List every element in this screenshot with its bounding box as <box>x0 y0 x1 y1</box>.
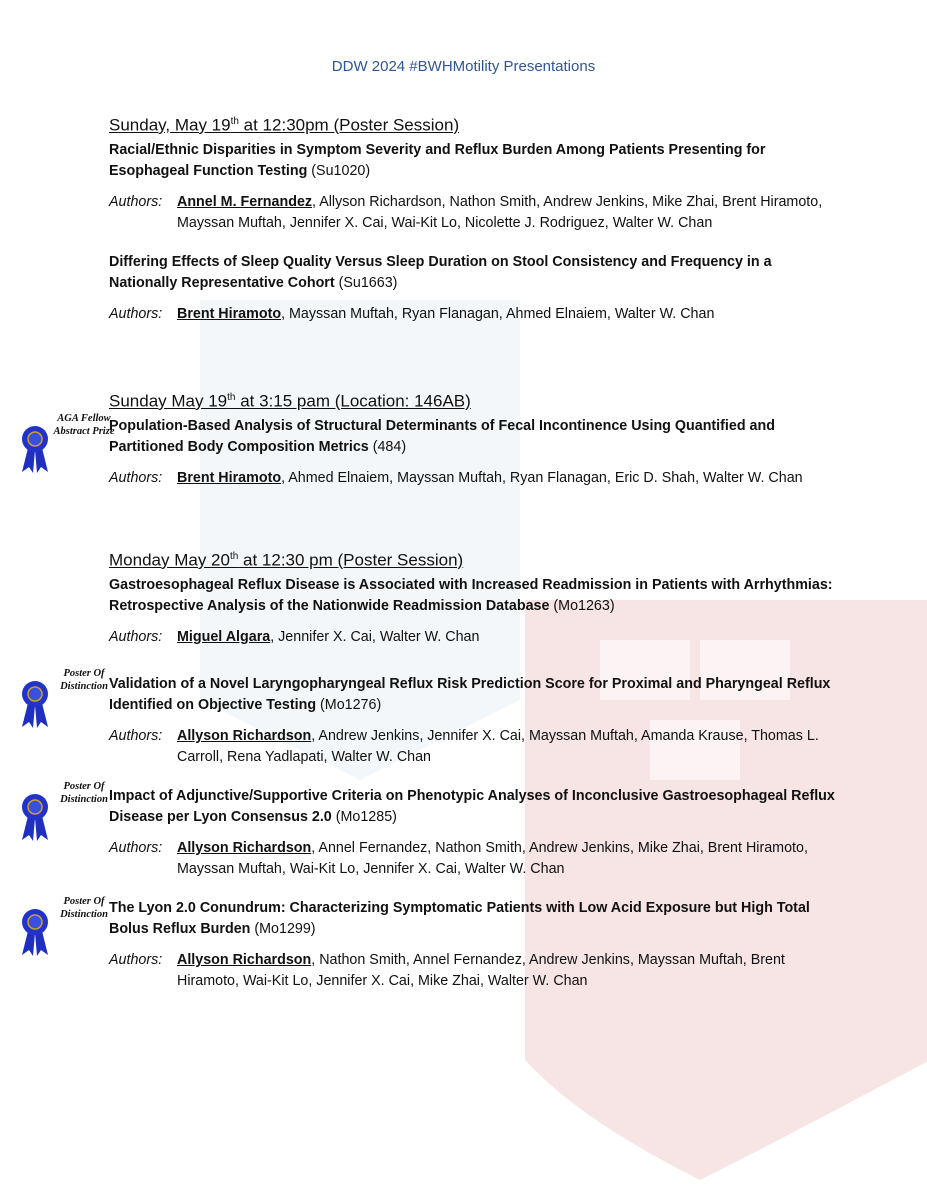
author-list: Authors: Brent Hiramoto, Ahmed Elnaiem, Mayssan Muftah, Ryan Flanagan, Eric D. Shah, Walter W. Chan <box>109 469 803 486</box>
presenting-author: Brent Hiramoto <box>177 305 282 322</box>
award-label: Poster Of Distinction <box>60 781 108 805</box>
award-label: Poster Of Distinction <box>60 668 108 692</box>
author-list: Authors: Allyson Richardson, Nathon Smith, Annel Fernandez, Andrew Jenkins, Mayssan Muftah, Brent Hiramoto, Wai-Kit Lo, Jennifer X. Cai, Mike Zhai, Walter W. Chan <box>109 951 785 989</box>
abstract-entry <box>109 140 839 234</box>
abstract-title: Population-Based Analysis of Structural Determinants of Fecal Incontinence Using Quantified and Partitioned Body Composition Metrics (484) <box>109 417 775 455</box>
award-badge <box>18 667 118 737</box>
author-list: Authors: Allyson Richardson, Annel Fernandez, Nathon Smith, Andrew Jenkins, Mike Zhai, Brent Hiramoto, Mayssan Muftah, Wai-Kit Lo, Jennifer X. Cai, Walter W. Chan <box>109 839 808 877</box>
session-heading: Sunday May 19th at 3:15 pam (Location: 146AB) <box>109 391 471 411</box>
award-badge <box>18 895 118 965</box>
document-title: DDW 2024 #BWHMotility Presentations <box>331 58 596 75</box>
abstract-title: Racial/Ethnic Disparities in Symptom Severity and Reflux Burden Among Patients Presenting for Esophageal Function Testing (Su1020) <box>109 141 766 179</box>
ribbon-icon <box>18 790 52 842</box>
session-sunday-315 <box>109 388 839 507</box>
award-label: AGA Fellow Abstract Prize <box>53 413 115 437</box>
ribbon-icon <box>18 677 52 729</box>
author-list: Authors: Annel M. Fernandez, Allyson Richardson, Nathon Smith, Andrew Jenkins, Mike Zhai, Brent Hiramoto, Mayssan Muftah, Jennifer X. Cai, Wai-Kit Lo, Nicolette J. Rodriguez, Walter W. Chan <box>109 193 823 231</box>
session-heading: Sunday, May 19th at 12:30pm (Poster Session) <box>109 115 460 135</box>
ribbon-icon <box>18 422 52 474</box>
presenting-author: Brent Hiramoto <box>177 469 282 486</box>
abstract-title: The Lyon 2.0 Conundrum: Characterizing Symptomatic Patients with Low Acid Exposure but High Total Bolus Reflux Burden (Mo1299) <box>109 899 810 937</box>
author-list: Authors: Brent Hiramoto, Mayssan Muftah, Ryan Flanagan, Ahmed Elnaiem, Walter W. Chan <box>109 305 715 322</box>
abstract-entry <box>109 416 839 489</box>
award-badge <box>18 412 118 482</box>
abstract-title: Impact of Adjunctive/Supportive Criteria on Phenotypic Analyses of Inconclusive Gastroesophageal Reflux Disease per Lyon Consensus 2.0 (Mo1285) <box>109 787 835 825</box>
presenting-author: Miguel Algara <box>177 628 271 645</box>
presenting-author: Allyson Richardson <box>177 727 312 744</box>
session-heading: Monday May 20th at 12:30 pm (Poster Session) <box>109 550 464 570</box>
abstract-entry <box>109 674 839 768</box>
abstract-entry <box>109 575 839 648</box>
session-monday-1230 <box>109 547 839 1010</box>
abstract-entry <box>109 786 839 880</box>
session-sunday-1230 <box>109 112 839 343</box>
abstract-title: Gastroesophageal Reflux Disease is Associated with Increased Readmission in Patients with Arrhythmias: Retrospective Analysis of the Nationwide Readmission Database (Mo1263) <box>109 576 833 614</box>
abstract-title: Validation of a Novel Laryngopharyngeal Reflux Risk Prediction Score for Proximal and Pharyngeal Reflux Identified on Objective Testing (Mo1276) <box>109 675 831 713</box>
author-list: Authors: Miguel Algara, Jennifer X. Cai, Walter W. Chan <box>109 628 480 645</box>
presenting-author: Allyson Richardson <box>177 951 312 968</box>
abstract-title: Differing Effects of Sleep Quality Versus Sleep Duration on Stool Consistency and Frequency in a Nationally Representative Cohort (Su1663) <box>109 253 772 291</box>
award-label: Poster Of Distinction <box>60 896 108 920</box>
author-list: Authors: Allyson Richardson, Andrew Jenkins, Jennifer X. Cai, Mayssan Muftah, Amanda Krause, Thomas L. Carroll, Rena Yadlapati, Walter W. Chan <box>109 727 819 765</box>
abstract-entry <box>109 252 839 325</box>
ribbon-icon <box>18 905 52 957</box>
presenting-author: Allyson Richardson <box>177 839 312 856</box>
abstract-entry <box>109 898 839 992</box>
presenting-author: Annel M. Fernandez <box>177 193 313 210</box>
award-badge <box>18 780 118 850</box>
